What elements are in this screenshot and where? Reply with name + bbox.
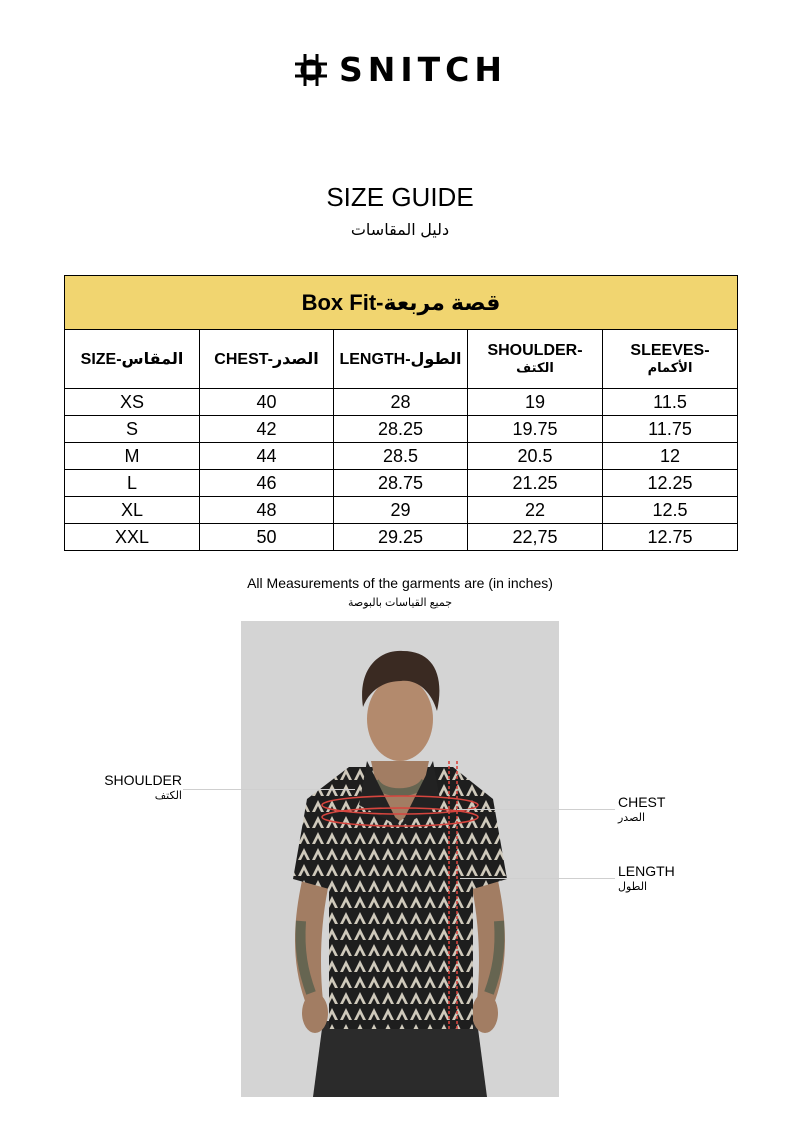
cell-chest: 40 xyxy=(200,389,334,416)
length-label-arabic: الطول xyxy=(618,881,648,893)
shoulder-label: SHOULDER xyxy=(104,772,182,788)
size-table xyxy=(64,275,738,551)
cell-length: 28 xyxy=(334,389,468,416)
cell-size: XS xyxy=(65,389,200,416)
chest-leader-line xyxy=(457,809,615,810)
cell-size: M xyxy=(65,443,200,470)
shoulder-leader-line xyxy=(183,789,355,790)
brand-logo xyxy=(0,50,800,89)
cell-size: XXL xyxy=(65,524,200,551)
cell-shoulder: 22 xyxy=(468,497,603,524)
header-length: LENGTH-الطول xyxy=(334,330,468,389)
cell-length: 28.5 xyxy=(334,443,468,470)
cell-size: L xyxy=(65,470,200,497)
chest-label: CHEST xyxy=(618,794,666,810)
table-row xyxy=(65,416,738,443)
length-callout xyxy=(618,863,675,895)
header-chest: CHEST-الصدر xyxy=(200,330,334,389)
header-size: SIZE-المقاس xyxy=(65,330,200,389)
table-row xyxy=(65,389,738,416)
column-headers xyxy=(65,330,738,389)
model-photo xyxy=(241,621,559,1097)
cell-shoulder: 22,75 xyxy=(468,524,603,551)
cell-size: XL xyxy=(65,497,200,524)
cell-chest: 42 xyxy=(200,416,334,443)
header-shoulder: SHOULDER- الكتف xyxy=(468,330,603,389)
cell-shoulder: 20.5 xyxy=(468,443,603,470)
table-row xyxy=(65,443,738,470)
table-row xyxy=(65,524,738,551)
length-leader-line xyxy=(460,878,615,879)
cell-chest: 44 xyxy=(200,443,334,470)
chest-label-arabic: الصدر xyxy=(618,812,646,824)
cell-length: 29 xyxy=(334,497,468,524)
cell-size: S xyxy=(65,416,200,443)
cell-sleeves: 12.75 xyxy=(603,524,738,551)
cell-sleeves: 12 xyxy=(603,443,738,470)
shoulder-callout xyxy=(96,772,182,804)
cell-chest: 50 xyxy=(200,524,334,551)
table-row xyxy=(65,497,738,524)
snitch-logo-icon xyxy=(293,52,329,88)
page-title: SIZE GUIDE xyxy=(326,182,474,212)
cell-length: 29.25 xyxy=(334,524,468,551)
cell-sleeves: 12.5 xyxy=(603,497,738,524)
cell-sleeves: 11.75 xyxy=(603,416,738,443)
table-row xyxy=(65,470,738,497)
cell-length: 28.25 xyxy=(334,416,468,443)
measurement-note: All Measurements of the garments are (in inches) xyxy=(247,575,553,591)
cell-chest: 46 xyxy=(200,470,334,497)
cell-shoulder: 19.75 xyxy=(468,416,603,443)
fit-header: Box Fit-قصة مربعة xyxy=(65,276,738,330)
measurement-note-arabic: جميع القياسات بالبوصة xyxy=(347,597,453,609)
cell-sleeves: 12.25 xyxy=(603,470,738,497)
cell-shoulder: 21.25 xyxy=(468,470,603,497)
chest-callout xyxy=(618,794,665,826)
cell-chest: 48 xyxy=(200,497,334,524)
brand-name: SNITCH xyxy=(338,50,507,89)
cell-shoulder: 19 xyxy=(468,389,603,416)
shoulder-label-arabic: الكتف xyxy=(154,790,182,802)
cell-length: 28.75 xyxy=(334,470,468,497)
header-sleeves: SLEEVES- الأكمام xyxy=(603,330,738,389)
page-title-arabic: دليل المقاسات xyxy=(350,222,450,239)
model-illustration xyxy=(241,621,559,1097)
cell-sleeves: 11.5 xyxy=(603,389,738,416)
length-label: LENGTH xyxy=(618,863,675,879)
